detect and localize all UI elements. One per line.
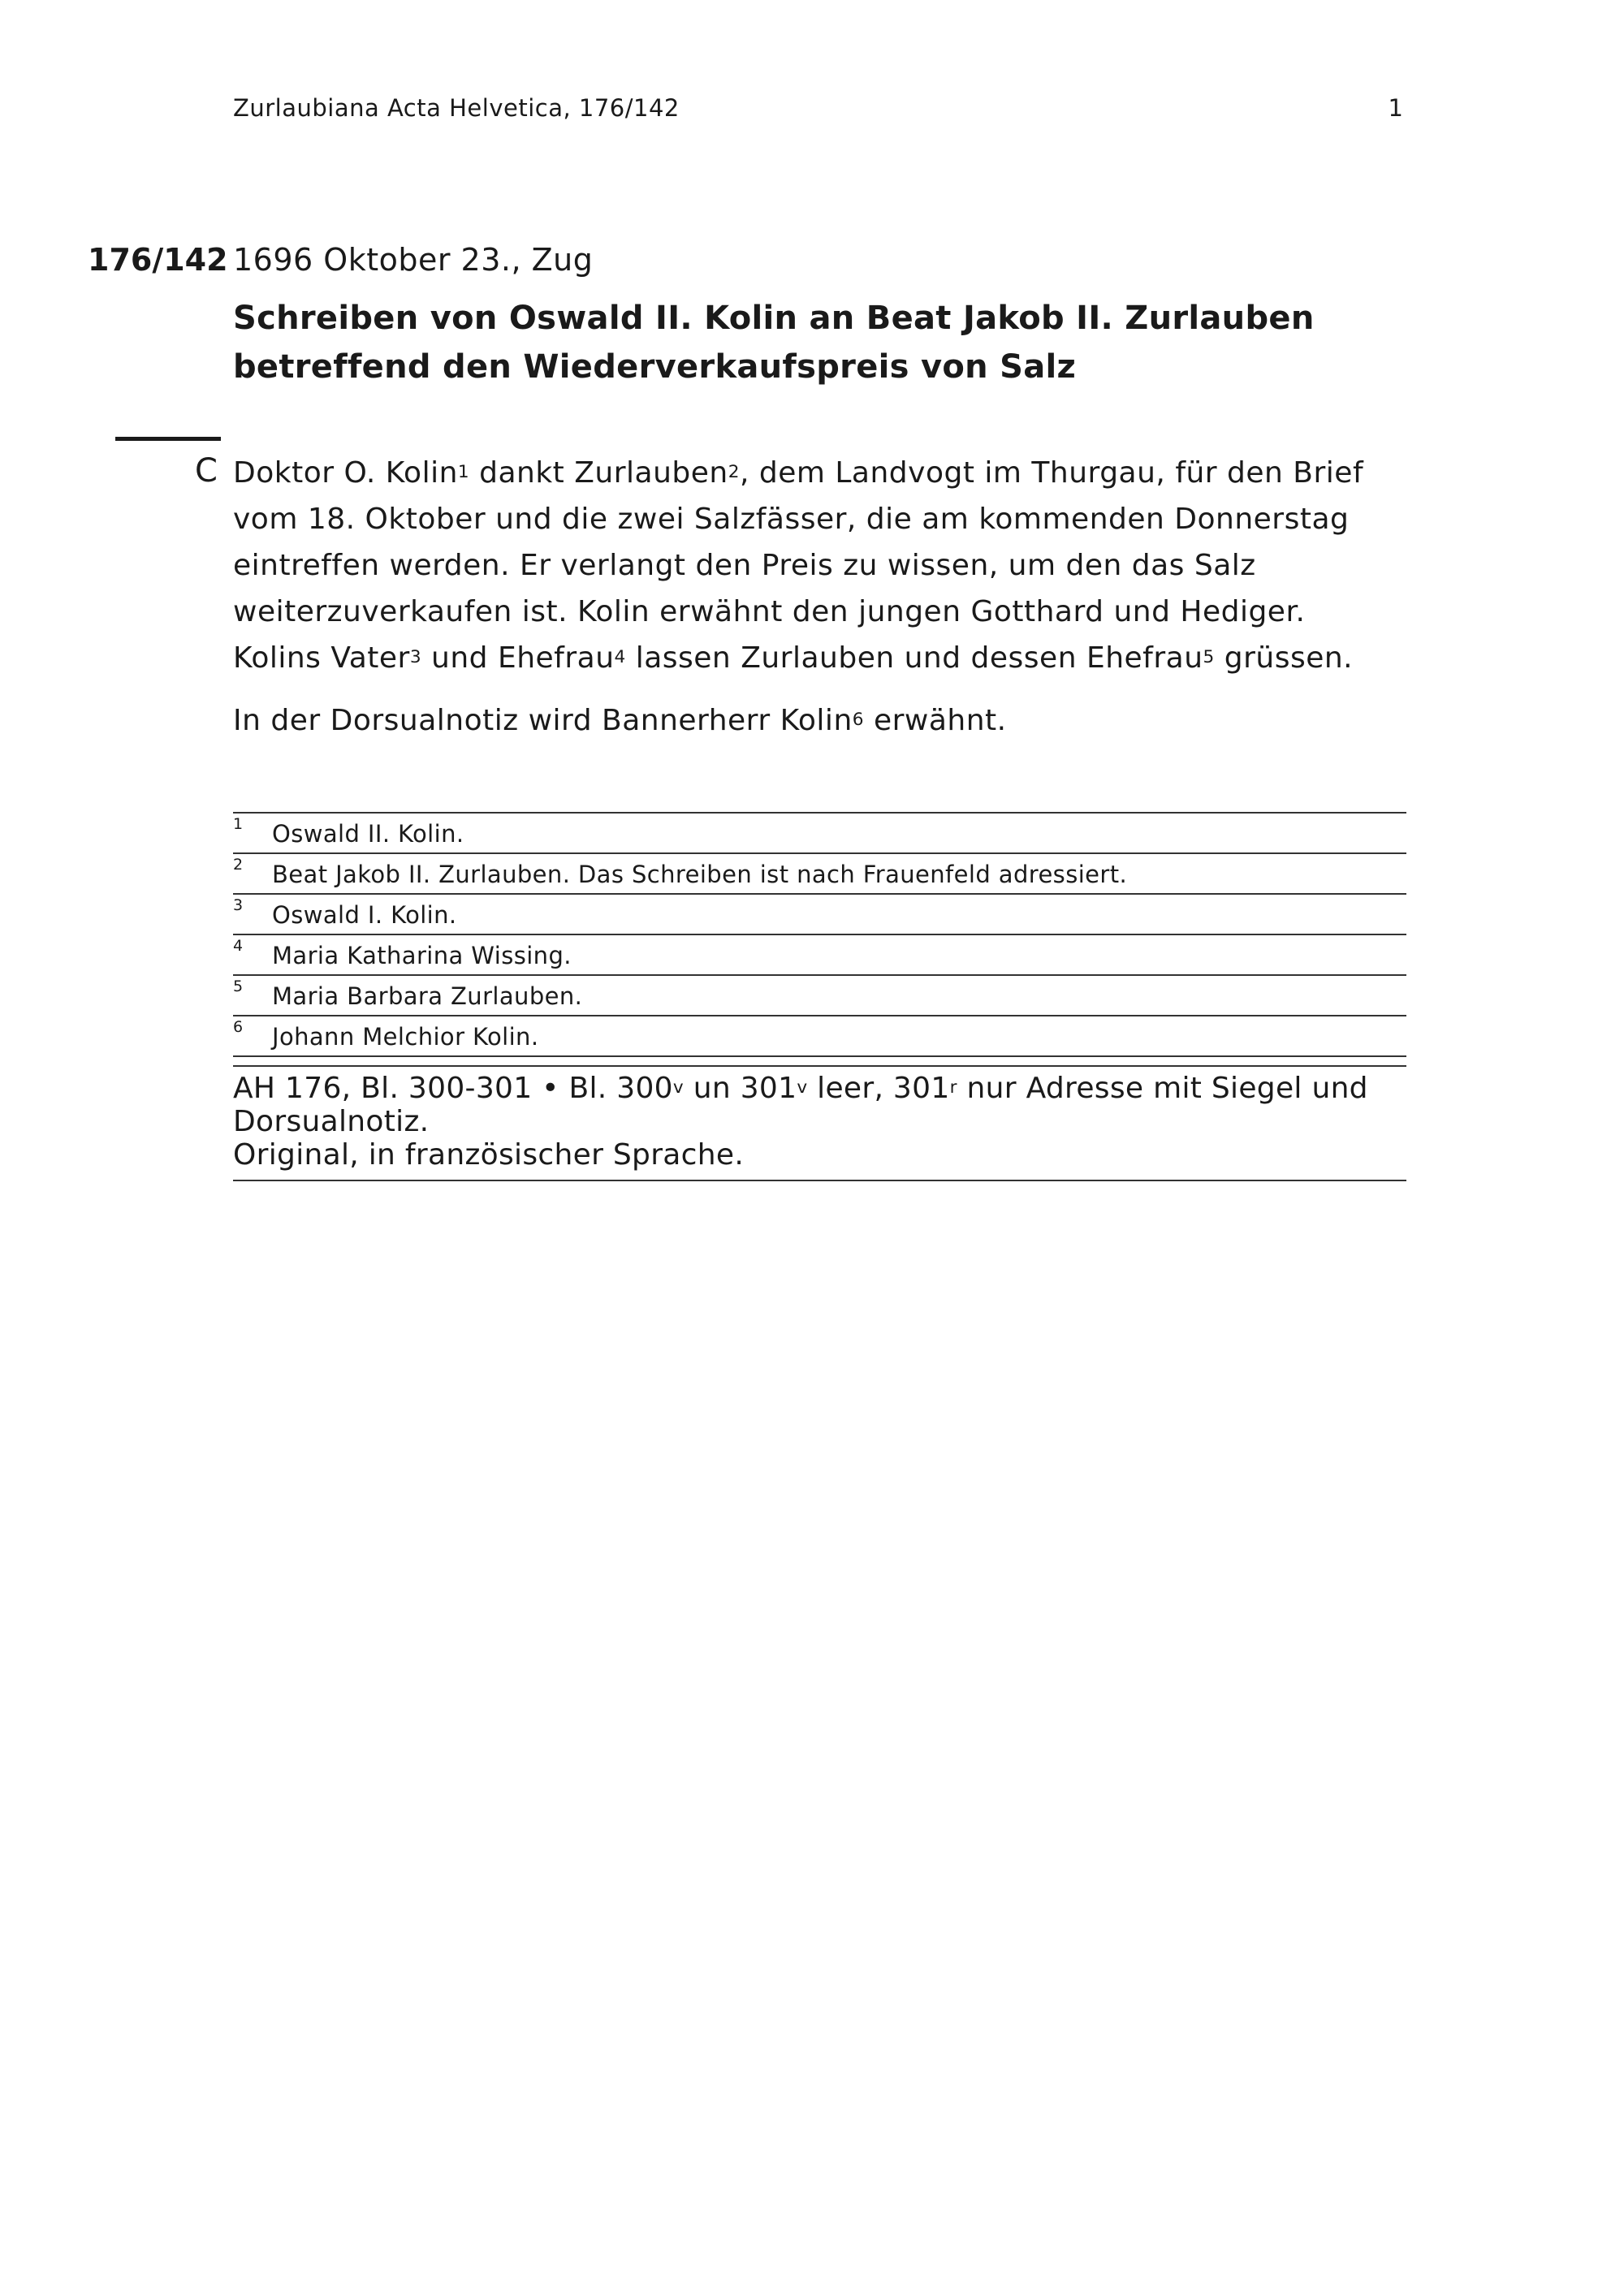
footnote <box>233 854 1406 895</box>
footnote-text: Maria Katharina Wissing. <box>272 942 572 969</box>
footnote <box>233 976 1406 1016</box>
footnote <box>233 935 1406 976</box>
footnote <box>233 1016 1406 1057</box>
superscript-mark: 6 <box>852 709 865 730</box>
superscript-mark: 4 <box>614 646 626 667</box>
dorsal-note-paragraph: In der Dorsualnotiz wird Bannerherr Kolin$^6$ erwähnt. <box>233 704 1007 737</box>
source-block <box>233 1065 1406 1181</box>
source-language-note: Original, in französischer Sprache. <box>233 1138 745 1172</box>
footnote-text: Beat Jakob II. Zurlauben. Das Schreiben ist nach Frauenfeld adressiert. <box>272 861 1128 888</box>
footnote-mark: 3 <box>233 896 244 914</box>
source-citation: AH 176, Bl. 300-301 • Bl. 300$^v$ un 301$^v$ leer, 301$^r$ nur Adresse mit Siegel und Dorsualnotiz. <box>233 1072 1378 1138</box>
footnote-text: Oswald II. Kolin. <box>272 820 464 848</box>
superscript-mark: v <box>797 1077 808 1098</box>
document-date-place: 1696 Oktober 23., Zug <box>233 242 594 278</box>
superscript-mark: 3 <box>409 646 422 667</box>
footnote-mark: 1 <box>233 815 244 833</box>
footnote <box>233 895 1406 935</box>
superscript-mark: v <box>672 1077 684 1098</box>
page-number: 1 <box>1388 94 1403 122</box>
footnote-text: Johann Melchior Kolin. <box>272 1023 539 1051</box>
document-title: Schreiben von Oswald II. Kolin an Beat Jakob II. Zurlauben betreffend den Wiederverkaufspreis von Salz <box>233 300 1315 386</box>
section-rule <box>115 437 221 441</box>
superscript-mark: 5 <box>1203 646 1215 667</box>
footnote-mark: 6 <box>233 1018 244 1036</box>
superscript-mark: 1 <box>457 461 470 482</box>
summary-paragraph: Doktor O. Kolin$^1$ dankt Zurlauben$^2$, dem Landvogt im Thurgau, für den Brief vom 18. Oktober und die zwei Salzfässer, die am kommenden Donnerstag eintreffen werden. Er verlangt den Preis zu wissen, um den das Salz weiterzuverkaufen ist. Kolin erwähnt den jungen Gotthard und Hediger. Kolins Vater$^3$ und Ehefrau$^4$ lassen Zurlauben und dessen Ehefrau$^5$ grüssen. <box>233 456 1364 675</box>
letter-code: C <box>195 452 218 490</box>
running-title: Zurlaubiana Acta Helvetica, 176/142 <box>233 94 680 122</box>
superscript-mark: r <box>949 1077 957 1098</box>
footnote-mark: 4 <box>233 937 244 955</box>
footnote-text: Maria Barbara Zurlauben. <box>272 982 583 1010</box>
footnote-mark: 5 <box>233 978 244 995</box>
document-number: 176/142 <box>88 242 228 278</box>
summary <box>233 450 1386 744</box>
footnote-mark: 2 <box>233 856 244 874</box>
footnote-text: Oswald I. Kolin. <box>272 901 457 929</box>
superscript-mark: 2 <box>728 461 740 482</box>
footnote <box>233 814 1406 854</box>
footnotes <box>233 812 1406 1057</box>
